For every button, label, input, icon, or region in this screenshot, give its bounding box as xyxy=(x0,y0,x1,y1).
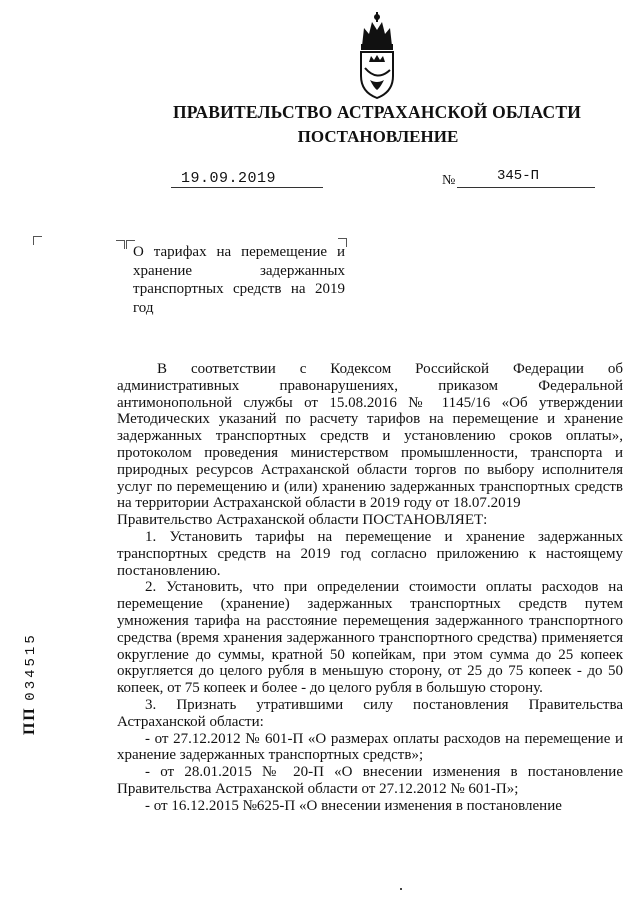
left-margin-corner xyxy=(33,236,42,245)
coat-of-arms-icon xyxy=(352,10,402,100)
resolution-line: Правительство Астраханской области ПОСТАНОВЛЯЕТ: xyxy=(117,512,488,529)
clause-3: 3. Признать утратившими силу постановления Правительства Астраханской области: xyxy=(117,696,623,730)
serial-prefix: ПП xyxy=(21,706,38,735)
serial-digits: 034515 xyxy=(23,632,39,701)
number-underline xyxy=(457,187,595,188)
government-title: ПРАВИТЕЛЬСТВО АСТРАХАНСКОЙ ОБЛАСТИ xyxy=(172,102,582,122)
document-serial-code xyxy=(21,565,39,735)
decree-body xyxy=(117,361,623,815)
date-underline xyxy=(171,187,323,188)
repealed-item-3: - от 16.12.2015 №625-П «О внесении изменения в постановление xyxy=(145,797,562,814)
decree-type: ПОСТАНОВЛЕНИЕ xyxy=(297,127,459,146)
clause-2: 2. Установить, что при определении стоимости оплаты расходов на перемещение (хранение) задержанных транспортных средств путем умножения тарифа на расстояние перемещения задержанного транспортного средства (время хранения задержанного транспортного средства) применяется округление до суммы, кратной 50 копейкам, при этом сумма до 25 копеек округляется до целого рубля в меньшую сторону, от 25 до 75 копеек - до 50 копеек, от 75 копеек и более - до целого рубля в большую сторону. xyxy=(117,579,623,697)
scan-dot xyxy=(400,888,402,890)
number-sign: № xyxy=(442,173,456,188)
subject-corner-left xyxy=(116,240,125,249)
repealed-item-2: - от 28.01.2015 № 20-П «О внесении изменения в постановление Правительства Астраханской области от 27.12.2012 № 601-П»; xyxy=(117,764,623,797)
decree-date: 19.09.2019 xyxy=(181,170,277,187)
decree-subject: О тарифах на перемещение и хранение задержанных транспортных средств на 2019 год xyxy=(133,244,345,317)
repealed-item-1: - от 27.12.2012 № 601-П «О размерах оплаты расходов на перемещение и хранение задержанных транспортных средств»; xyxy=(117,730,623,764)
clause-1: 1. Установить тарифы на перемещение и хранение задержанных транспортных средств на 2019 год согласно приложению к настоящему постановлению. xyxy=(117,528,623,579)
preamble-paragraph: В соответствии с Кодексом Российской Федерации об административных правонарушениях, приказом Федеральной антимонопольной службы от 15.08.2016 № 1145/16 «Об утверждении Методических указаний по расчету тарифов на перемещение и хранение задержанных транспортных средств и установлению сроков оплаты», протоколом проведения министерством промышленности, транспорта и природных ресурсов Астраханской области торгов по выбору исполнителя услуг по перемещению и (или) хранению задержанных транспортных средств на территории Астраханской области в 2019 году от 18.07.2019 xyxy=(117,361,623,512)
decree-number: 345-П xyxy=(497,168,540,184)
